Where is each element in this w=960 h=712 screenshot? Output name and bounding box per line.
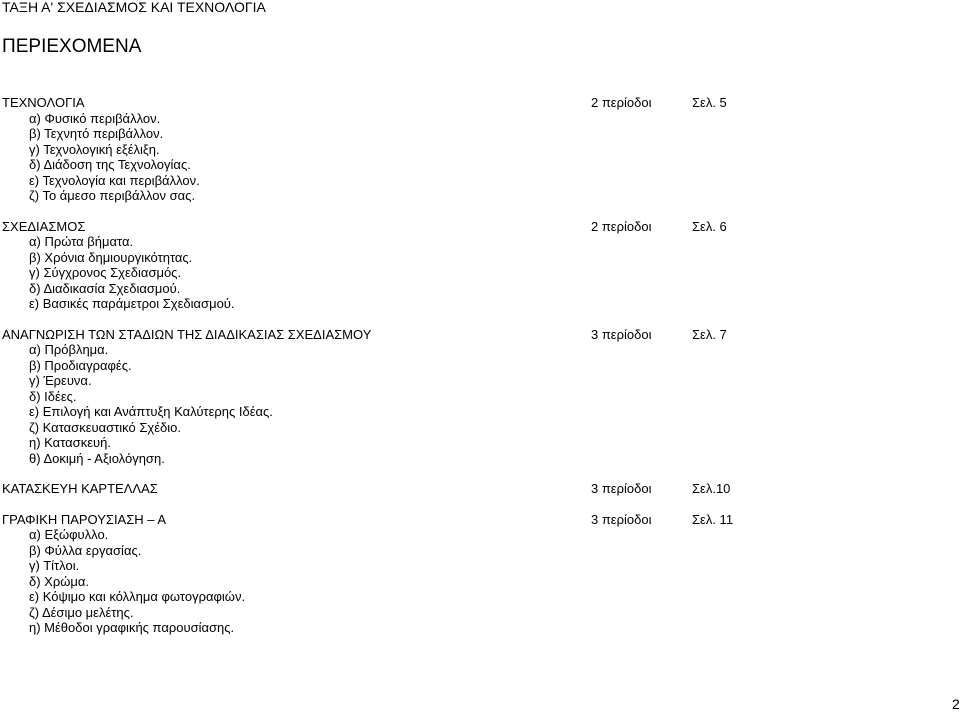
toc-item: ε) Κόψιμο και κόλλημα φωτογραφιών.: [29, 589, 246, 604]
toc-section-header: [0, 95, 960, 111]
section-page-ref: Σελ. 11: [692, 511, 734, 527]
section-page-ref: Σελ. 6: [692, 218, 727, 234]
section-title: ΤΕΧΝΟΛΟΓΙΑ: [2, 95, 85, 110]
toc-item-row: [0, 111, 960, 127]
toc-item-row: [0, 389, 960, 405]
toc-item: ε) Τεχνολογία και περιβάλλον.: [29, 172, 200, 188]
page-title: ΠΕΡΙΕΧΟΜΕΝΑ: [2, 36, 142, 57]
toc-item: β) Τεχνητό περιβάλλον.: [29, 126, 164, 141]
toc-item: δ) Διάδοση της Τεχνολογίας.: [29, 157, 191, 172]
toc-item-row: [0, 543, 960, 559]
toc-item: α) Πρώτα βήματα.: [29, 234, 134, 249]
toc-item: θ) Δοκιμή - Αξιολόγηση.: [29, 450, 165, 466]
section-page-ref: Σελ. 5: [692, 95, 727, 110]
toc-item: γ) Τίτλοι.: [29, 558, 80, 573]
toc-item-row: [0, 589, 960, 605]
section-title: ΣΧΕΔΙΑΣΜΟΣ: [2, 218, 86, 234]
toc-item: γ) Τεχνολογική εξέλιξη.: [29, 141, 160, 157]
page-number: 2: [952, 696, 960, 712]
toc-item: ζ) Δέσιμο μελέτης.: [29, 604, 134, 620]
section-title: ΑΝΑΓΝΩΡΙΣΗ ΤΩΝ ΣΤΑΔΙΩΝ ΤΗΣ ΔΙΑΔΙΚΑΣΙΑΣ ΣΧΕΔΙΑΣΜΟΥ: [2, 326, 372, 342]
table-of-contents: [0, 95, 960, 651]
toc-item: ε) Επιλογή και Ανάπτυξη Καλύτερης Ιδέας.: [29, 404, 273, 419]
toc-item: β) Φύλλα εργασίας.: [29, 542, 142, 558]
toc-item: η) Κατασκευή.: [29, 435, 111, 450]
toc-item-row: [0, 373, 960, 389]
toc-item-row: [0, 281, 960, 297]
toc-item-row: [0, 620, 960, 636]
toc-item: α) Φυσικό περιβάλλον.: [29, 110, 161, 126]
toc-item-row: [0, 527, 960, 543]
toc-item: η) Μέθοδοι γραφικής παρουσίασης.: [29, 620, 235, 635]
section-title: ΓΡΑΦΙΚΗ ΠΑΡΟΥΣΙΑΣΗ – Α: [2, 511, 167, 527]
section-periods: 3 περίοδοι: [591, 326, 652, 342]
document-header-title: ΤΑΞΗ Α' ΣΧΕΔΙΑΣΜΟΣ ΚΑΙ ΤΕΧΝΟΛΟΓΙΑ: [2, 0, 266, 15]
toc-item: δ) Χρώμα.: [29, 573, 90, 589]
toc-section-header: [0, 219, 960, 235]
toc-item-row: [0, 435, 960, 451]
toc-section: [0, 512, 960, 636]
toc-section-header: [0, 512, 960, 528]
toc-item: δ) Ιδέες.: [29, 388, 77, 404]
toc-section: [0, 219, 960, 312]
toc-item: γ) Σύγχρονος Σχεδιασμός.: [29, 265, 182, 280]
toc-item: β) Προδιαγραφές.: [29, 357, 132, 373]
section-periods: 2 περίοδοι: [591, 95, 652, 110]
section-title: ΚΑΤΑΣΚΕΥΗ ΚΑΡΤΕΛΛΑΣ: [2, 481, 158, 496]
toc-item-row: [0, 420, 960, 436]
toc-item-row: [0, 404, 960, 420]
toc-section: [0, 481, 960, 497]
toc-section: [0, 327, 960, 467]
toc-item-row: [0, 574, 960, 590]
section-periods: 3 περίοδοι: [591, 511, 652, 527]
toc-item-row: [0, 342, 960, 358]
toc-item-row: [0, 451, 960, 467]
toc-section: [0, 95, 960, 204]
section-periods: 2 περίοδοι: [591, 218, 652, 234]
toc-item-row: [0, 558, 960, 574]
section-page-ref: Σελ. 7: [692, 326, 727, 342]
toc-item-row: [0, 265, 960, 281]
toc-item-row: [0, 358, 960, 374]
toc-item-row: [0, 250, 960, 266]
toc-item: ζ) Το άμεσο περιβάλλον σας.: [29, 188, 196, 203]
toc-item: β) Χρόνια δημιουργικότητας.: [29, 249, 193, 265]
toc-item: γ) Έρευνα.: [29, 373, 92, 388]
toc-item-row: [0, 188, 960, 204]
toc-item-row: [0, 234, 960, 250]
toc-item-row: [0, 296, 960, 312]
toc-item: ζ) Κατασκευαστικό Σχέδιο.: [29, 419, 181, 435]
section-periods: 3 περίοδοι: [591, 481, 652, 496]
toc-section-header: [0, 481, 960, 497]
toc-item: α) Πρόβλημα.: [29, 342, 109, 357]
toc-item: ε) Βασικές παράμετροι Σχεδιασμού.: [29, 296, 235, 311]
toc-item-row: [0, 605, 960, 621]
toc-item: δ) Διαδικασία Σχεδιασμού.: [29, 280, 181, 296]
toc-item-row: [0, 157, 960, 173]
toc-section-header: [0, 327, 960, 343]
toc-item: α) Εξώφυλλο.: [29, 527, 109, 542]
toc-item-row: [0, 126, 960, 142]
section-page-ref: Σελ.10: [692, 481, 731, 496]
toc-item-row: [0, 142, 960, 158]
toc-item-row: [0, 173, 960, 189]
